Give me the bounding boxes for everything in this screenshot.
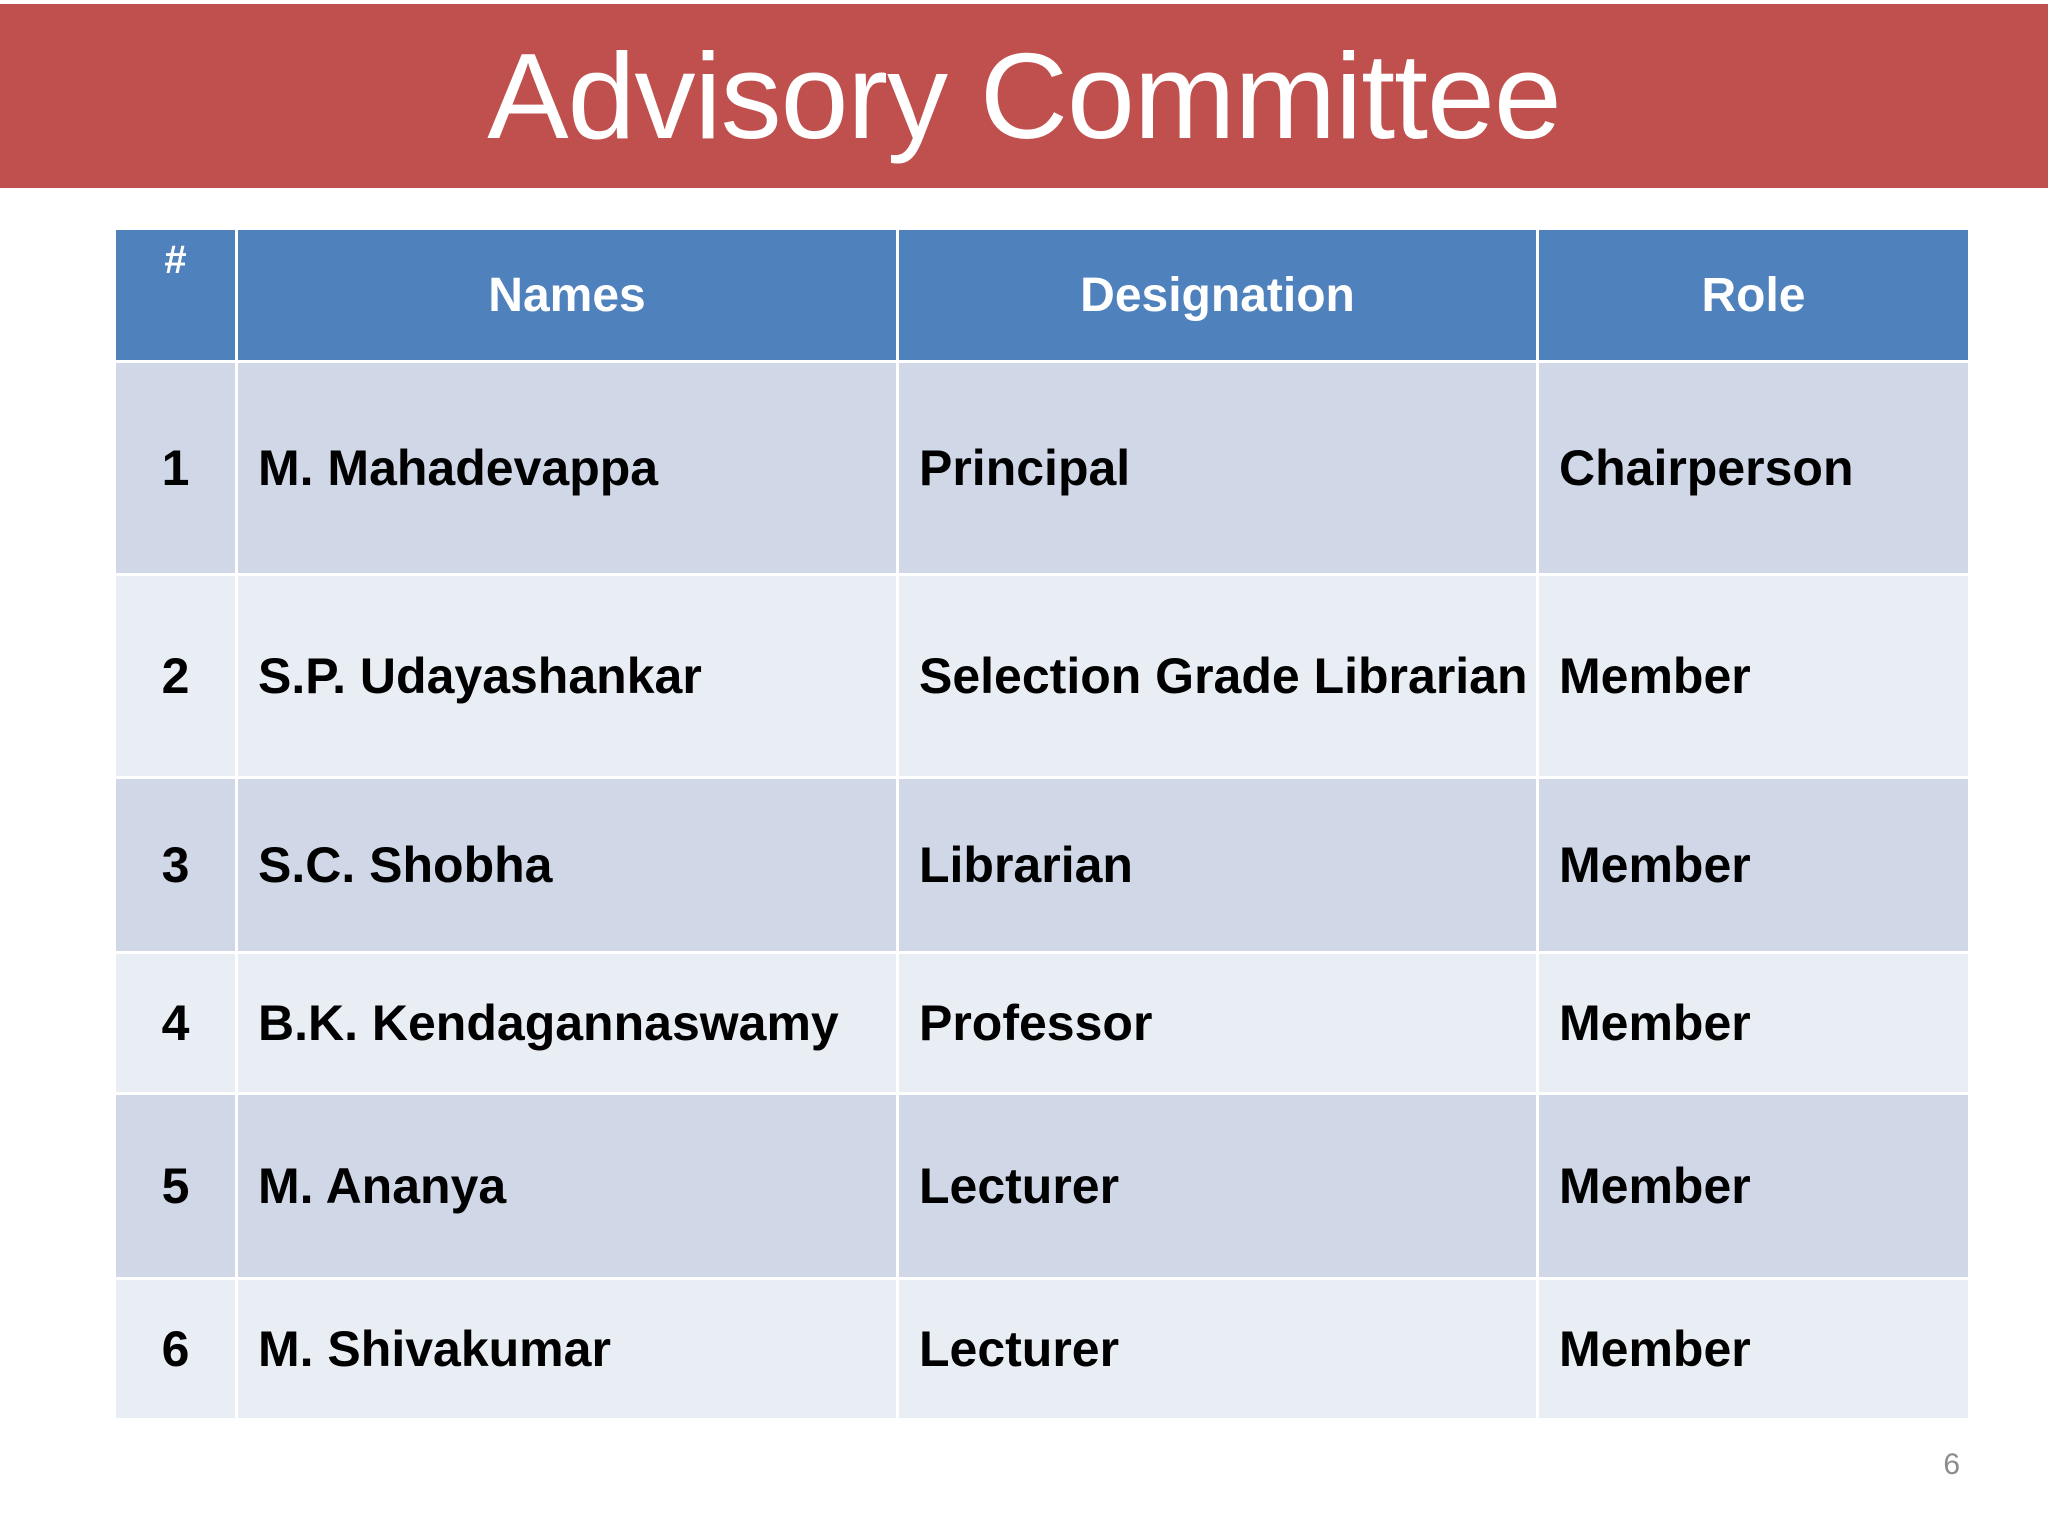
member-name: S.C. Shobha bbox=[237, 778, 898, 953]
member-name: S.P. Udayashankar bbox=[237, 575, 898, 778]
member-designation: Librarian bbox=[898, 778, 1538, 953]
member-designation: Professor bbox=[898, 953, 1538, 1094]
table-row bbox=[115, 953, 1970, 1094]
member-name: M. Mahadevappa bbox=[237, 362, 898, 575]
member-name: B.K. Kendagannaswamy bbox=[237, 953, 898, 1094]
row-number: 2 bbox=[115, 575, 237, 778]
member-designation: Lecturer bbox=[898, 1279, 1538, 1420]
member-designation: Principal bbox=[898, 362, 1538, 575]
member-name: M. Ananya bbox=[237, 1094, 898, 1279]
title-bar bbox=[0, 4, 2048, 188]
table-row bbox=[115, 1279, 1970, 1420]
member-name: M. Shivakumar bbox=[237, 1279, 898, 1420]
member-designation: Selection Grade Librarian bbox=[898, 575, 1538, 778]
row-number: 3 bbox=[115, 778, 237, 953]
row-number: 4 bbox=[115, 953, 237, 1094]
table-row bbox=[115, 1094, 1970, 1279]
table-row bbox=[115, 575, 1970, 778]
slide-title: Advisory Committee bbox=[487, 28, 1561, 164]
table-row bbox=[115, 362, 1970, 575]
member-role: Member bbox=[1538, 575, 1970, 778]
member-role: Member bbox=[1538, 953, 1970, 1094]
header-designation: Designation bbox=[898, 229, 1538, 362]
member-role: Chairperson bbox=[1538, 362, 1970, 575]
committee-table bbox=[113, 227, 1971, 1421]
member-role: Member bbox=[1538, 1279, 1970, 1420]
row-number: 1 bbox=[115, 362, 237, 575]
table-row bbox=[115, 778, 1970, 953]
table-header-row bbox=[115, 229, 1970, 362]
row-number: 6 bbox=[115, 1279, 237, 1420]
header-role: Role bbox=[1538, 229, 1970, 362]
member-designation: Lecturer bbox=[898, 1094, 1538, 1279]
header-number: # bbox=[115, 229, 237, 362]
page-number: 6 bbox=[1943, 1448, 1960, 1481]
header-names: Names bbox=[237, 229, 898, 362]
member-role: Member bbox=[1538, 778, 1970, 953]
row-number: 5 bbox=[115, 1094, 237, 1279]
member-role: Member bbox=[1538, 1094, 1970, 1279]
